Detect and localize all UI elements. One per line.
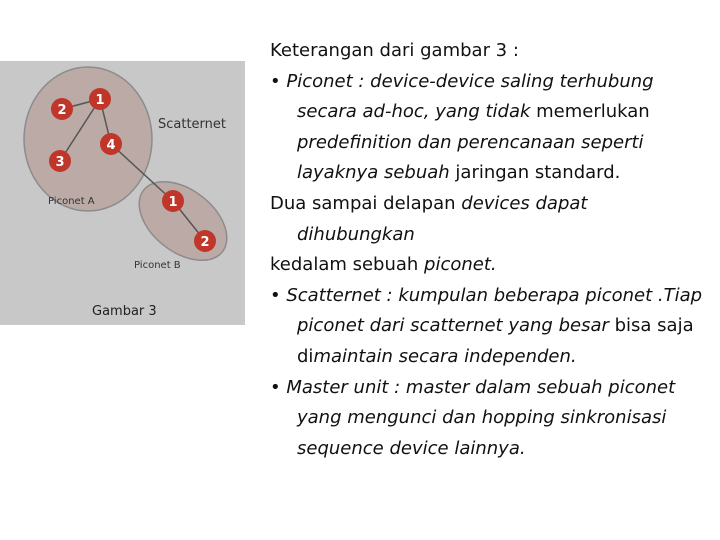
- scatternet-diagram: [0, 61, 245, 325]
- piconet-definition: [270, 67, 710, 189]
- text-run: •: [270, 70, 287, 92]
- heading: Keterangan dari gambar 3 :: [270, 40, 519, 61]
- text-run: •: [270, 284, 287, 306]
- node-a1: [89, 88, 111, 110]
- device-count-line-2: [270, 250, 710, 281]
- node-a4-label: 4: [106, 138, 116, 153]
- text-run: devices dapat dihubungkan: [297, 192, 588, 245]
- text-run: bisa saja di: [297, 315, 694, 367]
- node-a4: [100, 133, 122, 155]
- node-b2-label: 2: [200, 235, 210, 250]
- node-b1: [162, 190, 184, 212]
- text-run: kedalam sebuah: [270, 254, 425, 276]
- piconet-a-area: [24, 67, 152, 211]
- node-a3: [49, 150, 71, 172]
- node-a2: [51, 98, 73, 120]
- text-run: memerlukan: [530, 101, 650, 123]
- node-a2-label: 2: [57, 103, 67, 118]
- node-b2: [194, 230, 216, 252]
- text-run: jaringan standard.: [449, 162, 621, 184]
- scatternet-figure: [0, 61, 245, 325]
- scatternet-label: Scatternet: [158, 117, 227, 132]
- scatternet-definition: [270, 281, 710, 373]
- text-run: •: [270, 376, 287, 398]
- text-run: Scatternet : kumpulan beberapa piconet .Tiap piconet dari scatternet yang besar: [286, 284, 703, 337]
- text-run: device lainnya.: [389, 437, 526, 459]
- node-a1-label: 1: [95, 93, 105, 108]
- text-run: Master unit : master dalam sebuah piconet yang mengunci dan hopping sinkronisasi sequence: [286, 376, 676, 459]
- text-run: Dua sampai delapan: [270, 192, 462, 214]
- text-run: Piconet : device-device saling terhubung secara ad-hoc, yang tidak: [286, 70, 654, 123]
- figure-caption: Gambar 3: [92, 304, 157, 319]
- node-b1-label: 1: [168, 195, 178, 210]
- node-a3-label: 3: [55, 155, 65, 170]
- text-run: predefinition dan perencanaan seperti layaknya sebuah: [297, 131, 644, 184]
- explanation-text: [270, 36, 710, 464]
- piconet-a-label: Piconet A: [48, 196, 95, 207]
- piconet-b-label: Piconet B: [134, 260, 181, 271]
- text-run: maintain secara independen.: [313, 345, 577, 367]
- master-unit-definition: [270, 373, 710, 465]
- device-count-line-1: [270, 189, 710, 250]
- text-run: piconet.: [424, 254, 497, 276]
